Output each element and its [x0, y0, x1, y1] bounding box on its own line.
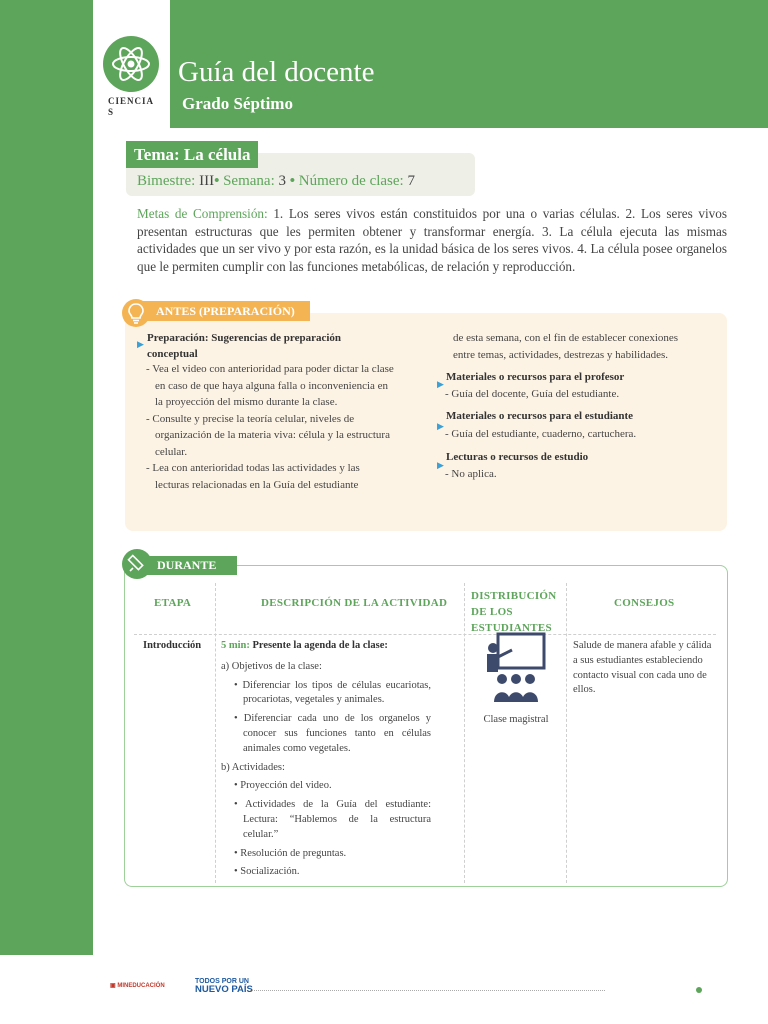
activities-list: [221, 779, 431, 880]
left-green-band: [0, 0, 93, 1024]
etapa-cell: Introducción: [143, 640, 202, 651]
metas-text: 1. Los seres vivos están constituidos por una o varias células. 2. Los seres vivos presentan estructuras que les permiten obtener y transformar energía. 3. La célula ejecuta las mismas actividades que un ser vivo y por esta razón, es la unidad básica de los seres vivos. 4. La célula posee organelos que le permiten cumplir con las funciones metabólicas, de relación y reproducción.: [137, 206, 727, 274]
arrow-bullet-icon: ▶: [437, 460, 444, 470]
durante-tag: DURANTE: [144, 556, 237, 575]
mineducacion-logo: ▣ MINEDUCACIÓN: [110, 983, 165, 989]
clase-value: 7: [407, 173, 415, 189]
list-item: • Actividades de la Guía del estudiante: Lectura: “Hablemos de la estructura celular.”: [234, 799, 431, 840]
list-item: • Diferenciar los tipos de células eucariotas, procariotas, vegetales y animales.: [234, 679, 431, 706]
semana-label: Semana:: [223, 173, 275, 189]
page-marker-dot: [696, 987, 702, 993]
comprehension-goals: [137, 205, 727, 275]
readings-heading: Lecturas o recursos de estudio: [446, 451, 589, 463]
antes-right-column: [453, 330, 723, 363]
bimestre-value: III: [199, 173, 215, 189]
prep-continuation: entre temas, actividades, destrezas y habilidades.: [453, 348, 669, 361]
lightbulb-icon: [122, 299, 150, 327]
class-info-line: [137, 173, 415, 190]
column-divider: [215, 583, 216, 883]
topic-tag: Tema: La célula: [126, 141, 258, 168]
profesor-materials-item: - Guía del docente, Guía del estudiante.: [445, 388, 620, 400]
footer-divider: [250, 990, 605, 991]
arrow-bullet-icon: ▶: [437, 421, 444, 431]
list-item: • Socialización.: [234, 866, 300, 878]
descripcion-cell: [221, 639, 431, 884]
column-header-etapa: ETAPA: [154, 597, 192, 609]
teacher-presentation-icon: [484, 632, 546, 707]
mineducacion-text: MINEDUCACIÓN: [117, 983, 165, 989]
column-header-distribucion: DISTRIBUCIÓN DE LOS ESTUDIANTES: [471, 590, 557, 634]
separator-dot: •: [214, 173, 220, 189]
prep-list: [146, 361, 396, 493]
time-label: 5 min:: [221, 640, 250, 651]
prep-heading: Preparación: Sugerencias de preparación conceptual: [147, 332, 342, 360]
column-divider: [566, 583, 567, 883]
list-item: • Resolución de preguntas.: [234, 847, 347, 859]
separator-dot: •: [289, 173, 296, 189]
prep-item: - Lea con anterioridad todas las actividades y las lecturas relacionadas en la Guía del estudiante: [146, 462, 360, 491]
page-subtitle: Grado Séptimo: [182, 94, 293, 113]
agenda-heading: Presente la agenda de la clase:: [249, 640, 388, 651]
student-materials-item: - Guía del estudiante, cuaderno, cartuchera.: [445, 428, 637, 440]
distribucion-label: Clase magistral: [483, 714, 549, 725]
atom-icon: [103, 36, 159, 92]
prep-item: - Consulte y precise la teoría celular, niveles de organización de la materia viva: célula y la estructura celular.: [146, 412, 390, 458]
column-header-consejos: CONSEJOS: [614, 597, 675, 609]
subject-label: CIENCIAS: [108, 96, 155, 117]
prep-item: - Vea el video con anterioridad para poder dictar la clase en caso de que haya alguna falla o inconveniencia en la proyección del mismo durante la clase.: [146, 363, 394, 408]
metas-label: Metas de Comprensión:: [137, 206, 268, 221]
antes-tag: ANTES (PREPARACIÓN): [142, 301, 310, 321]
readings-item: - No aplica.: [445, 468, 497, 480]
todos-line2: NUEVO PAÍS: [195, 984, 253, 995]
arrow-bullet-icon: ▶: [437, 379, 444, 389]
page-title: Guía del docente: [178, 56, 375, 88]
list-item: • Proyección del video.: [234, 780, 332, 792]
objectives-list: [221, 679, 431, 757]
column-header-descripcion: DESCRIPCIÓN DE LA ACTIVIDAD: [261, 597, 448, 609]
prep-continuation: de esta semana, con el fin de establecer conexiones: [453, 332, 679, 344]
consejos-cell: Salude de manera afable y cálida a sus estudiantes estableciendo contacto visual con cada uno de ellos.: [573, 640, 712, 696]
todos-por-un-nuevo-pais-logo: [195, 978, 253, 994]
profesor-materials-heading: Materiales o recursos para el profesor: [446, 371, 625, 383]
todos-line1: TODOS POR UN: [195, 978, 249, 985]
clase-label: Número de clase:: [298, 173, 404, 189]
pencil-icon: [122, 549, 152, 579]
student-materials-heading: Materiales o recursos para el estudiante: [446, 410, 634, 422]
header-divider: [134, 634, 716, 635]
semana-value: 3: [278, 173, 286, 189]
column-divider: [464, 583, 465, 883]
objectives-label: a) Objetivos de la clase:: [221, 660, 322, 672]
list-item: • Diferenciar cada uno de los organelos y conocer sus funciones tanto en células animales como vegetales.: [234, 713, 431, 754]
descripcion-heading: [221, 639, 431, 654]
activities-label: b) Actividades:: [221, 761, 285, 773]
bimestre-label: Bimestre:: [137, 173, 196, 189]
arrow-bullet-icon: ▶: [137, 339, 144, 349]
